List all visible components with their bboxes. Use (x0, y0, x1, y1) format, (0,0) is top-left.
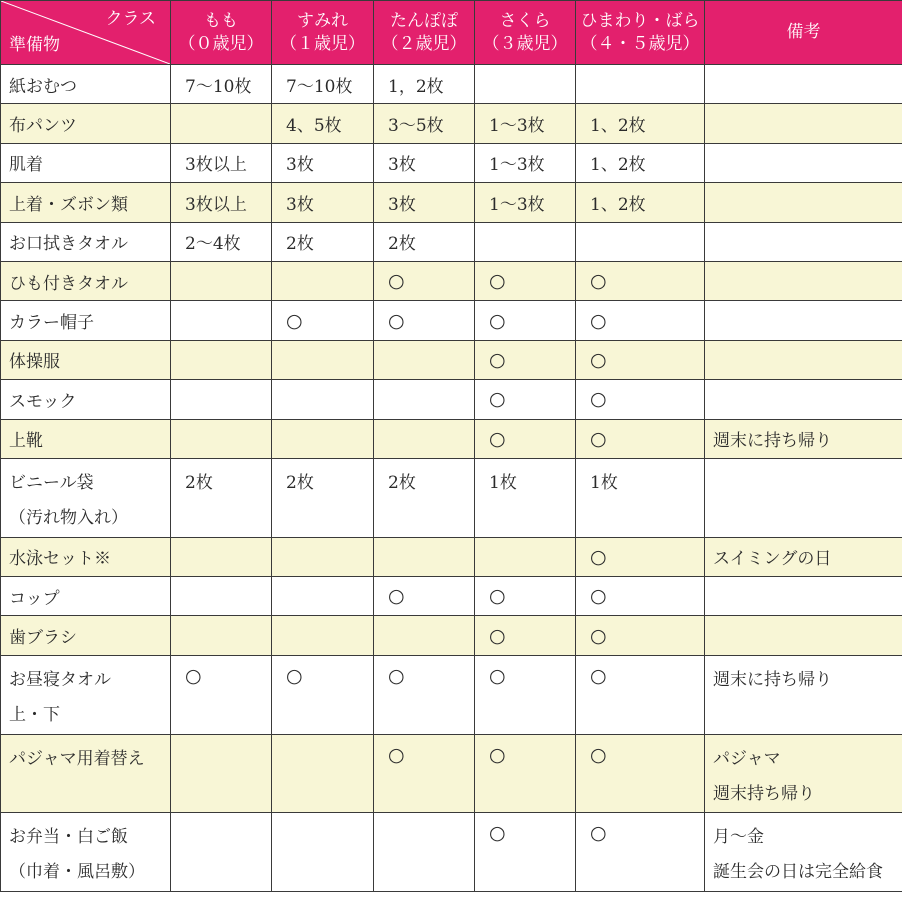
note-text: 月～金 (713, 827, 764, 848)
quantity-cell: 3～5枚 (374, 104, 475, 143)
item-label: お弁当・白ご飯 (9, 827, 128, 848)
quantity-cell (374, 340, 475, 379)
quantity-cell: 2枚 (374, 222, 475, 261)
note-cell (705, 261, 902, 300)
class-age: （２歳児） (381, 33, 467, 54)
quantity-cell: 2枚 (374, 458, 475, 537)
table-row (1, 340, 902, 379)
item-label: 紙おむつ (9, 76, 77, 97)
quantity-cell: ○ (576, 655, 705, 734)
note-cell (705, 577, 902, 616)
item-cell (1, 183, 171, 222)
quantity-cell: 7～10枚 (272, 65, 374, 104)
item-label: ひも付きタオル (9, 273, 128, 294)
quantity-cell (374, 380, 475, 419)
quantity-cell: 1～3枚 (475, 183, 576, 222)
quantity-cell: ○ (374, 301, 475, 340)
note-text: 週末に持ち帰り (713, 669, 832, 690)
class-age: （１歳児） (280, 33, 365, 54)
note-cell (705, 340, 902, 379)
item-cell (1, 143, 171, 182)
column-header-sakura (475, 1, 576, 65)
item-cell (1, 734, 171, 813)
column-header-notes (705, 1, 902, 65)
class-label: クラス (105, 9, 156, 29)
quantity-cell: ○ (576, 813, 705, 892)
quantity-cell (171, 577, 272, 616)
table-row (1, 380, 902, 419)
quantity-cell: ○ (171, 655, 272, 734)
quantity-cell (272, 537, 374, 576)
table-row (1, 65, 902, 104)
item-label: 水泳セット※ (9, 549, 111, 570)
quantity-cell (272, 380, 374, 419)
note-cell (705, 183, 902, 222)
quantity-cell: ○ (576, 734, 705, 813)
quantity-cell (374, 813, 475, 892)
quantity-cell: 1、2枚 (576, 183, 705, 222)
table-row (1, 537, 902, 576)
item-cell (1, 813, 171, 892)
table-row (1, 301, 902, 340)
class-name: たんぽぽ (390, 10, 458, 31)
quantity-cell (272, 813, 374, 892)
note-cell (705, 419, 902, 458)
quantity-cell: ○ (374, 734, 475, 813)
quantity-cell: ○ (475, 577, 576, 616)
quantity-cell: ○ (576, 419, 705, 458)
quantity-cell (272, 261, 374, 300)
quantity-cell (272, 734, 374, 813)
quantity-cell: ○ (475, 616, 576, 655)
quantity-cell: 1枚 (576, 458, 705, 537)
item-cell (1, 222, 171, 261)
item-cell (1, 261, 171, 300)
class-name: さくら (499, 10, 551, 31)
item-label: カラー帽子 (9, 313, 94, 334)
note-cell (705, 458, 902, 537)
quantity-cell: 1、2枚 (576, 143, 705, 182)
quantity-cell (171, 537, 272, 576)
quantity-cell: ○ (374, 261, 475, 300)
item-cell (1, 458, 171, 537)
quantity-cell (171, 616, 272, 655)
item-label: 肌着 (9, 155, 43, 176)
item-label: 歯ブラシ (9, 628, 77, 649)
table-row (1, 222, 902, 261)
item-label: コップ (9, 588, 60, 609)
note-subtext: 誕生会の日は完全給食 (713, 862, 883, 883)
class-name: ひまわり・ばら (580, 10, 700, 31)
quantity-cell: ○ (576, 261, 705, 300)
note-cell (705, 537, 902, 576)
quantity-cell (272, 616, 374, 655)
item-label: お口拭きタオル (9, 234, 128, 255)
corner-header (1, 1, 171, 65)
quantity-cell (475, 537, 576, 576)
quantity-cell: ○ (374, 655, 475, 734)
quantity-cell (272, 419, 374, 458)
item-label: スモック (9, 391, 77, 412)
item-sublabel: （巾着・風呂敷） (9, 862, 145, 883)
note-cell (705, 655, 902, 734)
quantity-cell: ○ (374, 577, 475, 616)
quantity-cell (171, 419, 272, 458)
item-cell (1, 340, 171, 379)
quantity-cell: ○ (576, 301, 705, 340)
note-cell (705, 65, 902, 104)
quantity-cell: 4、5枚 (272, 104, 374, 143)
item-cell (1, 655, 171, 734)
class-age: （３歳児） (482, 33, 568, 54)
item-label: パジャマ用着替え (9, 748, 145, 769)
item-label: 体操服 (9, 352, 60, 373)
note-subtext: 週末持ち帰り (713, 783, 815, 804)
quantity-cell (171, 813, 272, 892)
quantity-cell (171, 301, 272, 340)
note-cell (705, 813, 902, 892)
quantity-cell: 1～3枚 (475, 104, 576, 143)
quantity-cell: 3枚以上 (171, 143, 272, 182)
table-row (1, 734, 902, 813)
quantity-cell: 1、2枚 (576, 104, 705, 143)
quantity-cell (374, 616, 475, 655)
item-cell (1, 616, 171, 655)
table-row (1, 104, 902, 143)
quantity-cell: ○ (272, 301, 374, 340)
table-body (1, 65, 902, 892)
items-label: 準備物 (9, 35, 60, 56)
quantity-cell: 3枚 (272, 143, 374, 182)
quantity-cell: ○ (576, 380, 705, 419)
note-cell (705, 143, 902, 182)
note-cell (705, 104, 902, 143)
item-cell (1, 65, 171, 104)
item-cell (1, 301, 171, 340)
quantity-cell: 3枚 (374, 183, 475, 222)
quantity-cell (272, 340, 374, 379)
class-age: （４・５歳児） (580, 33, 700, 54)
quantity-cell (171, 380, 272, 419)
table-row (1, 183, 902, 222)
item-label: 上着・ズボン類 (9, 194, 128, 215)
class-name: すみれ (297, 10, 348, 31)
class-age: （０歳児） (178, 33, 264, 54)
quantity-cell: ○ (475, 380, 576, 419)
quantity-cell: ○ (475, 301, 576, 340)
item-cell (1, 104, 171, 143)
note-cell (705, 301, 902, 340)
quantity-cell: ○ (475, 813, 576, 892)
table-row (1, 813, 902, 892)
item-label: お昼寝タオル (9, 669, 111, 690)
column-header-himawari-bara (576, 1, 705, 65)
note-text: スイミングの日 (713, 549, 832, 570)
column-header-tanpopo (374, 1, 475, 65)
quantity-cell: 2～4枚 (171, 222, 272, 261)
quantity-cell (374, 419, 475, 458)
quantity-cell: 2枚 (272, 458, 374, 537)
header-row (1, 1, 902, 65)
table-row (1, 419, 902, 458)
quantity-cell (576, 222, 705, 261)
quantity-cell: 1，2枚 (374, 65, 475, 104)
quantity-cell: ○ (576, 616, 705, 655)
quantity-cell: ○ (272, 655, 374, 734)
item-cell (1, 419, 171, 458)
quantity-cell (171, 261, 272, 300)
quantity-cell: 1枚 (475, 458, 576, 537)
quantity-cell (576, 65, 705, 104)
note-text: 週末に持ち帰り (713, 431, 832, 452)
table-row (1, 616, 902, 655)
quantity-cell: ○ (576, 577, 705, 616)
note-cell (705, 380, 902, 419)
column-header-momo (171, 1, 272, 65)
note-cell (705, 734, 902, 813)
quantity-cell: 7～10枚 (171, 65, 272, 104)
table-row (1, 577, 902, 616)
column-header-sumire (272, 1, 374, 65)
quantity-cell (475, 222, 576, 261)
class-name: もも (204, 10, 238, 31)
quantity-cell: 2枚 (272, 222, 374, 261)
notes-label: 備考 (786, 22, 821, 43)
table-row (1, 261, 902, 300)
quantity-cell: ○ (576, 340, 705, 379)
quantity-cell: 3枚以上 (171, 183, 272, 222)
quantity-cell: 3枚 (374, 143, 475, 182)
note-cell (705, 222, 902, 261)
item-cell (1, 537, 171, 576)
item-cell (1, 577, 171, 616)
table-row (1, 458, 902, 537)
quantity-cell: ○ (475, 734, 576, 813)
quantity-cell: ○ (475, 419, 576, 458)
quantity-cell: 3枚 (272, 183, 374, 222)
quantity-cell: ○ (475, 655, 576, 734)
quantity-cell: ○ (576, 537, 705, 576)
quantity-cell: 2枚 (171, 458, 272, 537)
note-text: パジャマ (713, 748, 781, 769)
quantity-cell (171, 340, 272, 379)
quantity-cell: 1～3枚 (475, 143, 576, 182)
quantity-cell (374, 537, 475, 576)
item-cell (1, 380, 171, 419)
table-row (1, 655, 902, 734)
item-label: 上靴 (9, 431, 43, 452)
item-label: ビニール袋 (9, 472, 94, 493)
note-cell (705, 616, 902, 655)
quantity-cell: ○ (475, 340, 576, 379)
quantity-cell: ○ (475, 261, 576, 300)
quantity-cell (272, 577, 374, 616)
quantity-cell (171, 104, 272, 143)
item-sublabel: 上・下 (9, 704, 60, 725)
quantity-cell (475, 65, 576, 104)
table-row (1, 143, 902, 182)
item-sublabel: （汚れ物入れ） (9, 507, 128, 528)
item-label: 布パンツ (9, 116, 77, 137)
quantity-cell (171, 734, 272, 813)
